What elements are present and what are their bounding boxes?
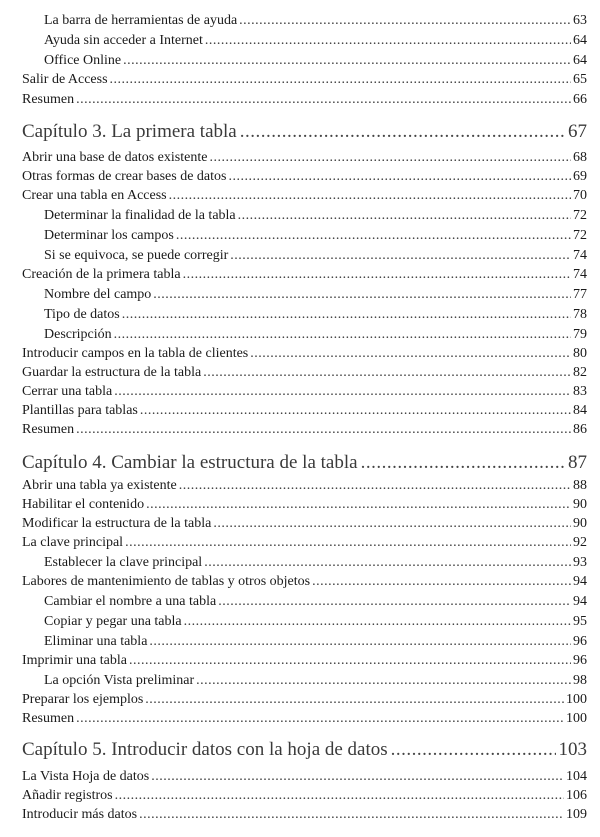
toc-entry-page: 69 bbox=[573, 169, 587, 184]
chapter-title: Capítulo 3. La primera tabla bbox=[22, 121, 237, 142]
dot-leader bbox=[239, 12, 571, 30]
toc-entry bbox=[44, 52, 587, 70]
dot-leader bbox=[238, 207, 571, 225]
toc-entry-title: Habilitar el contenido bbox=[22, 497, 145, 512]
toc-entry-page: 100 bbox=[566, 692, 587, 707]
dot-leader bbox=[139, 806, 564, 824]
toc-entry-title: Abrir una tabla ya existente bbox=[22, 478, 177, 493]
toc-entry bbox=[22, 421, 587, 439]
toc-entry-title: Añadir registros bbox=[22, 788, 113, 803]
toc-entry-page: 90 bbox=[573, 516, 587, 531]
toc-entry-title: Introducir más datos bbox=[22, 807, 138, 822]
toc-entry bbox=[22, 266, 587, 284]
dot-leader bbox=[204, 554, 571, 572]
toc-entry-page: 77 bbox=[573, 287, 587, 302]
toc-entry-page: 79 bbox=[573, 327, 587, 342]
dot-leader bbox=[151, 768, 564, 786]
toc-entry bbox=[22, 534, 587, 552]
toc-entry bbox=[44, 12, 587, 30]
chapter-title: Capítulo 5. Introducir datos con la hoja de datos bbox=[22, 739, 388, 760]
toc-entry bbox=[22, 345, 587, 363]
toc-entry-title: La clave principal bbox=[22, 535, 124, 550]
dot-leader bbox=[196, 672, 571, 690]
chapter-page: 103 bbox=[558, 739, 587, 760]
toc-entry bbox=[22, 71, 587, 89]
toc-entry-page: 92 bbox=[573, 535, 587, 550]
toc-entry-title: Preparar los ejemplos bbox=[22, 692, 144, 707]
toc-entry-title: La barra de herramientas de ayuda bbox=[44, 13, 238, 28]
toc-entry-page: 82 bbox=[573, 365, 587, 380]
toc-entry-page: 90 bbox=[573, 497, 587, 512]
toc-entry-title: Plantillas para tablas bbox=[22, 403, 138, 418]
toc-entry-page: 96 bbox=[573, 634, 587, 649]
toc-entry bbox=[44, 247, 587, 265]
dot-leader bbox=[184, 613, 571, 631]
toc-entry-page: 94 bbox=[573, 574, 587, 589]
dot-leader bbox=[114, 383, 571, 401]
toc-entry bbox=[22, 652, 587, 670]
toc-entry-page: 96 bbox=[573, 653, 587, 668]
toc-entry-page: 104 bbox=[566, 769, 587, 784]
toc-entry-title: Cambiar el nombre a una tabla bbox=[44, 594, 217, 609]
dot-leader bbox=[183, 266, 571, 284]
chapter-heading bbox=[22, 738, 587, 762]
toc-entry-title: Guardar la estructura de la tabla bbox=[22, 365, 202, 380]
toc-entry-title: Descripción bbox=[44, 327, 112, 342]
toc-entry-title: Ayuda sin acceder a Internet bbox=[44, 33, 203, 48]
toc-entry-title: Salir de Access bbox=[22, 72, 108, 87]
toc-entry-page: 95 bbox=[573, 614, 587, 629]
toc-entry-title: Copiar y pegar una tabla bbox=[44, 614, 182, 629]
toc-entry-title: Determinar la finalidad de la tabla bbox=[44, 208, 236, 223]
toc-entry bbox=[22, 91, 587, 109]
toc-entry bbox=[22, 768, 587, 786]
toc-entry-title: Office Online bbox=[44, 53, 122, 68]
dot-leader bbox=[149, 633, 571, 651]
toc-entry-page: 94 bbox=[573, 594, 587, 609]
toc-entry-title: Labores de mantenimiento de tablas y otros objetos bbox=[22, 574, 311, 589]
dot-leader bbox=[140, 402, 571, 420]
dot-leader bbox=[203, 364, 571, 382]
toc-entry bbox=[22, 149, 587, 167]
chapter-page: 67 bbox=[568, 121, 587, 142]
toc-entry-page: 68 bbox=[573, 150, 587, 165]
toc-entry-page: 86 bbox=[573, 422, 587, 437]
toc-entry-page: 74 bbox=[573, 267, 587, 282]
toc-entry-title: Resumen bbox=[22, 92, 75, 107]
dot-leader bbox=[205, 32, 571, 50]
toc-entry-page: 65 bbox=[573, 72, 587, 87]
dot-leader bbox=[123, 52, 571, 70]
toc-entry-page: 64 bbox=[573, 33, 587, 48]
chapter-title: Capítulo 4. Cambiar la estructura de la tabla bbox=[22, 452, 358, 473]
toc-entry bbox=[44, 306, 587, 324]
dot-leader bbox=[218, 593, 571, 611]
toc-entry-title: Resumen bbox=[22, 711, 75, 726]
chapter-page: 87 bbox=[568, 452, 587, 473]
toc-entry-page: 109 bbox=[566, 807, 587, 822]
dot-leader bbox=[153, 286, 571, 304]
dot-leader bbox=[312, 573, 571, 591]
toc-entry-title: Nombre del campo bbox=[44, 287, 152, 302]
dot-leader bbox=[228, 168, 571, 186]
toc-entry-title: Crear una tabla en Access bbox=[22, 188, 167, 203]
toc-entry-title: Otras formas de crear bases de datos bbox=[22, 169, 227, 184]
toc-entry-page: 98 bbox=[573, 673, 587, 688]
dot-leader bbox=[361, 451, 565, 475]
toc-entry-title: Tipo de datos bbox=[44, 307, 120, 322]
dot-leader bbox=[76, 91, 571, 109]
toc-entry-title: La opción Vista preliminar bbox=[44, 673, 195, 688]
toc-entry bbox=[44, 207, 587, 225]
toc-entry bbox=[44, 593, 587, 611]
toc-entry-title: Resumen bbox=[22, 422, 75, 437]
dot-leader bbox=[76, 421, 571, 439]
toc-entry bbox=[22, 710, 587, 728]
toc-entry-title: Creación de la primera tabla bbox=[22, 267, 181, 282]
toc-entry-page: 100 bbox=[566, 711, 587, 726]
chapter-heading bbox=[22, 451, 587, 475]
dot-leader bbox=[110, 71, 571, 89]
toc-entry bbox=[22, 515, 587, 533]
toc-entry bbox=[22, 168, 587, 186]
dot-leader bbox=[209, 149, 571, 167]
toc-entry-page: 93 bbox=[573, 555, 587, 570]
dot-leader bbox=[125, 534, 571, 552]
toc-entry bbox=[22, 187, 587, 205]
toc-entry bbox=[22, 806, 587, 824]
toc-entry bbox=[22, 573, 587, 591]
toc-entry-title: Eliminar una tabla bbox=[44, 634, 148, 649]
toc-entry bbox=[22, 477, 587, 495]
toc-entry bbox=[44, 613, 587, 631]
toc-entry-page: 78 bbox=[573, 307, 587, 322]
dot-leader bbox=[391, 738, 556, 762]
dot-leader bbox=[179, 477, 571, 495]
dot-leader bbox=[169, 187, 571, 205]
toc-entry bbox=[22, 496, 587, 514]
toc-entry-title: Determinar los campos bbox=[44, 228, 174, 243]
toc-entry-page: 72 bbox=[573, 208, 587, 223]
dot-leader bbox=[129, 652, 571, 670]
dot-leader bbox=[115, 787, 564, 805]
toc-entry-title: Cerrar una tabla bbox=[22, 384, 113, 399]
toc-entry bbox=[44, 227, 587, 245]
toc-entry-title: Modificar la estructura de la tabla bbox=[22, 516, 212, 531]
toc-entry-page: 74 bbox=[573, 248, 587, 263]
toc-entry-title: Establecer la clave principal bbox=[44, 555, 203, 570]
toc-entry-title: Imprimir una tabla bbox=[22, 653, 127, 668]
toc-entry-page: 70 bbox=[573, 188, 587, 203]
toc-entry bbox=[44, 32, 587, 50]
dot-leader bbox=[230, 247, 571, 265]
toc-entry bbox=[22, 402, 587, 420]
dot-leader bbox=[114, 326, 571, 344]
toc-entry bbox=[22, 383, 587, 401]
toc-entry-page: 84 bbox=[573, 403, 587, 418]
dot-leader bbox=[145, 691, 564, 709]
toc-entry bbox=[44, 326, 587, 344]
dot-leader bbox=[76, 710, 564, 728]
dot-leader bbox=[213, 515, 571, 533]
toc-entry bbox=[44, 554, 587, 572]
toc-entry-title: Introducir campos en la tabla de clientes bbox=[22, 346, 249, 361]
toc-entry-page: 63 bbox=[573, 13, 587, 28]
dot-leader bbox=[146, 496, 571, 514]
toc-entry-page: 72 bbox=[573, 228, 587, 243]
toc-entry bbox=[44, 633, 587, 651]
toc-entry bbox=[22, 691, 587, 709]
toc-entry-title: Si se equivoca, se puede corregir bbox=[44, 248, 229, 263]
toc-entry bbox=[44, 672, 587, 690]
dot-leader bbox=[250, 345, 571, 363]
toc-entry bbox=[44, 286, 587, 304]
toc-entry-title: Abrir una base de datos existente bbox=[22, 150, 208, 165]
toc-entry-page: 64 bbox=[573, 53, 587, 68]
toc-entry-title: La Vista Hoja de datos bbox=[22, 769, 150, 784]
toc-entry-page: 106 bbox=[566, 788, 587, 803]
chapter-heading bbox=[22, 120, 587, 144]
toc-entry-page: 88 bbox=[573, 478, 587, 493]
toc-entry-page: 66 bbox=[573, 92, 587, 107]
dot-leader bbox=[240, 120, 565, 144]
toc-entry-page: 80 bbox=[573, 346, 587, 361]
toc-entry bbox=[22, 787, 587, 805]
toc-entry-page: 83 bbox=[573, 384, 587, 399]
dot-leader bbox=[122, 306, 571, 324]
toc-entry bbox=[22, 364, 587, 382]
dot-leader bbox=[176, 227, 571, 245]
